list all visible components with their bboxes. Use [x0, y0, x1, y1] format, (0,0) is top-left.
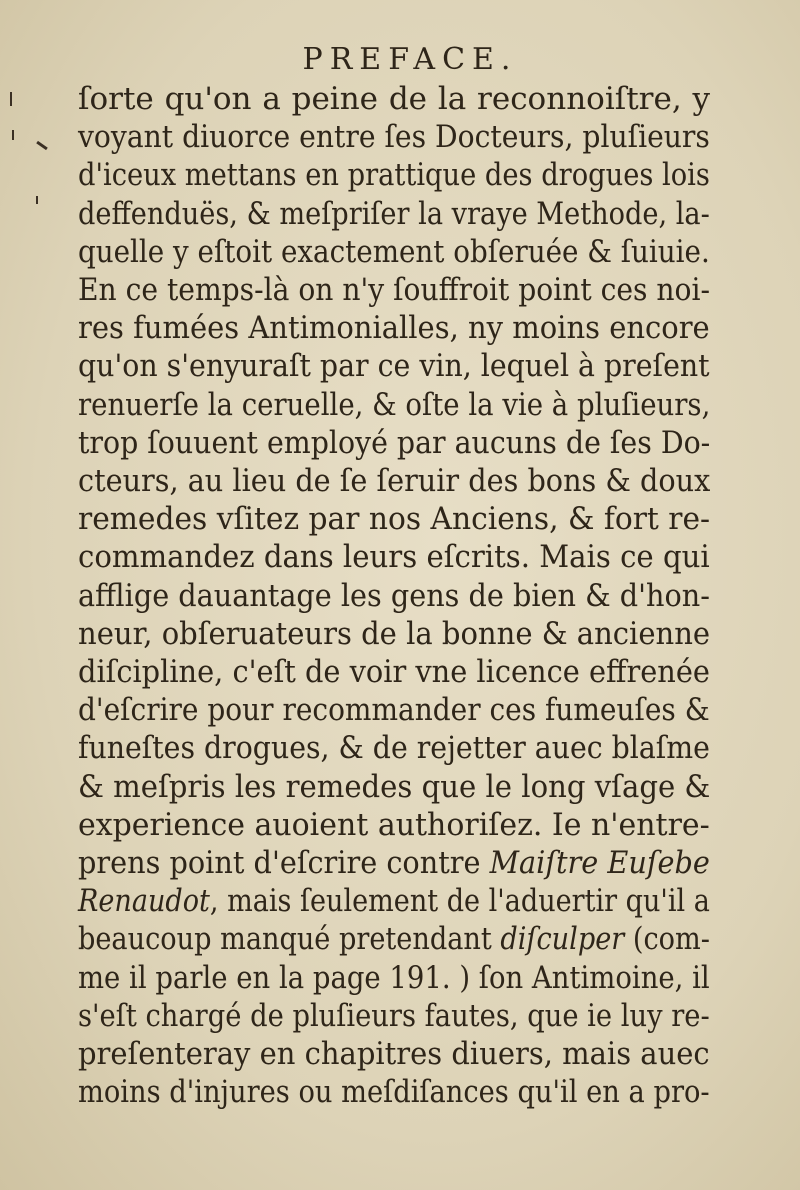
text-line: s'eſt chargé de pluſieurs fautes, que ie luy re-	[78, 997, 710, 1034]
text-line: commandez dans leurs eſcrits. Mais ce qui	[78, 539, 710, 576]
text-line: experience auoient authoriſez. Ie n'entre-	[78, 806, 710, 843]
text-segment: (com-	[624, 921, 710, 958]
text-line: diſcipline, c'eſt de voir vne licence effrenée	[78, 654, 710, 691]
page-header: PREFACE.	[302, 42, 518, 77]
text-segment: prens point d'eſcrire contre	[78, 845, 490, 882]
text-line: qu'on s'enyuraſt par ce vin, lequel à preſent	[78, 348, 710, 385]
text-segment: beaucoup manqué pretendant	[78, 921, 501, 958]
text-segment: , mais ſeulement de l'aduertir qu'il a	[209, 883, 710, 920]
margin-mark	[10, 92, 12, 106]
text-line: res fumées Antimonialles, ny moins encore	[78, 310, 710, 347]
margin-mark	[12, 130, 14, 140]
italic-name: Renaudot	[78, 883, 210, 920]
text-line	[78, 882, 710, 920]
text-line: trop ſouuent employé par aucuns de ſes Do-	[78, 424, 711, 461]
text-line: preſenteray en chapitres diuers, mais auec	[78, 1036, 710, 1073]
text-line: d'eſcrire pour recommander ces fumeuſes &	[78, 692, 710, 729]
margin-mark	[36, 196, 38, 204]
text-line: funeſtes drogues, & de rejetter auec blaſme	[78, 730, 710, 767]
text-line: cteurs, au lieu de ſe ſeruir des bons & doux	[78, 463, 711, 500]
text-line: deffenduës, & meſpriſer la vraye Methode, la-	[78, 195, 710, 232]
text-line: renuerſe la ceruelle, & oſte la vie à pluſieurs,	[78, 386, 711, 423]
text-line: En ce temps-là on n'y ſouffroit point ces noi-	[78, 272, 711, 309]
text-line: moins d'injures ou meſdiſances qu'il en a pro-	[78, 1074, 710, 1111]
text-line: ſorte qu'on a peine de la reconnoiſtre, y	[78, 81, 710, 117]
margin-marks	[0, 80, 50, 280]
body-text	[78, 80, 710, 1111]
text-line: d'iceux mettans en prattique des drogues lois	[78, 157, 710, 194]
text-line: neur, obſeruateurs de la bonne & ancienne	[78, 615, 711, 652]
margin-mark	[36, 141, 48, 150]
text-line: me il parle en la page 191. ) ſon Antimoine, il	[78, 959, 710, 996]
text-line	[78, 844, 710, 882]
text-line	[78, 920, 710, 958]
text-line: remedes vſitez par nos Anciens, & fort re-	[78, 501, 711, 538]
italic-name: Maiſtre Euſebe	[489, 845, 710, 882]
text-line: & meſpris les remedes que le long vſage &	[78, 768, 711, 805]
text-line: afflige dauantage les gens de bien & d'hon-	[78, 577, 710, 614]
italic-word: diſculper	[500, 921, 625, 958]
text-line: quelle y eſtoit exactement obſeruée & ſuiuie.	[78, 233, 710, 270]
text-line: voyant diuorce entre ſes Docteurs, pluſieurs	[78, 119, 710, 156]
